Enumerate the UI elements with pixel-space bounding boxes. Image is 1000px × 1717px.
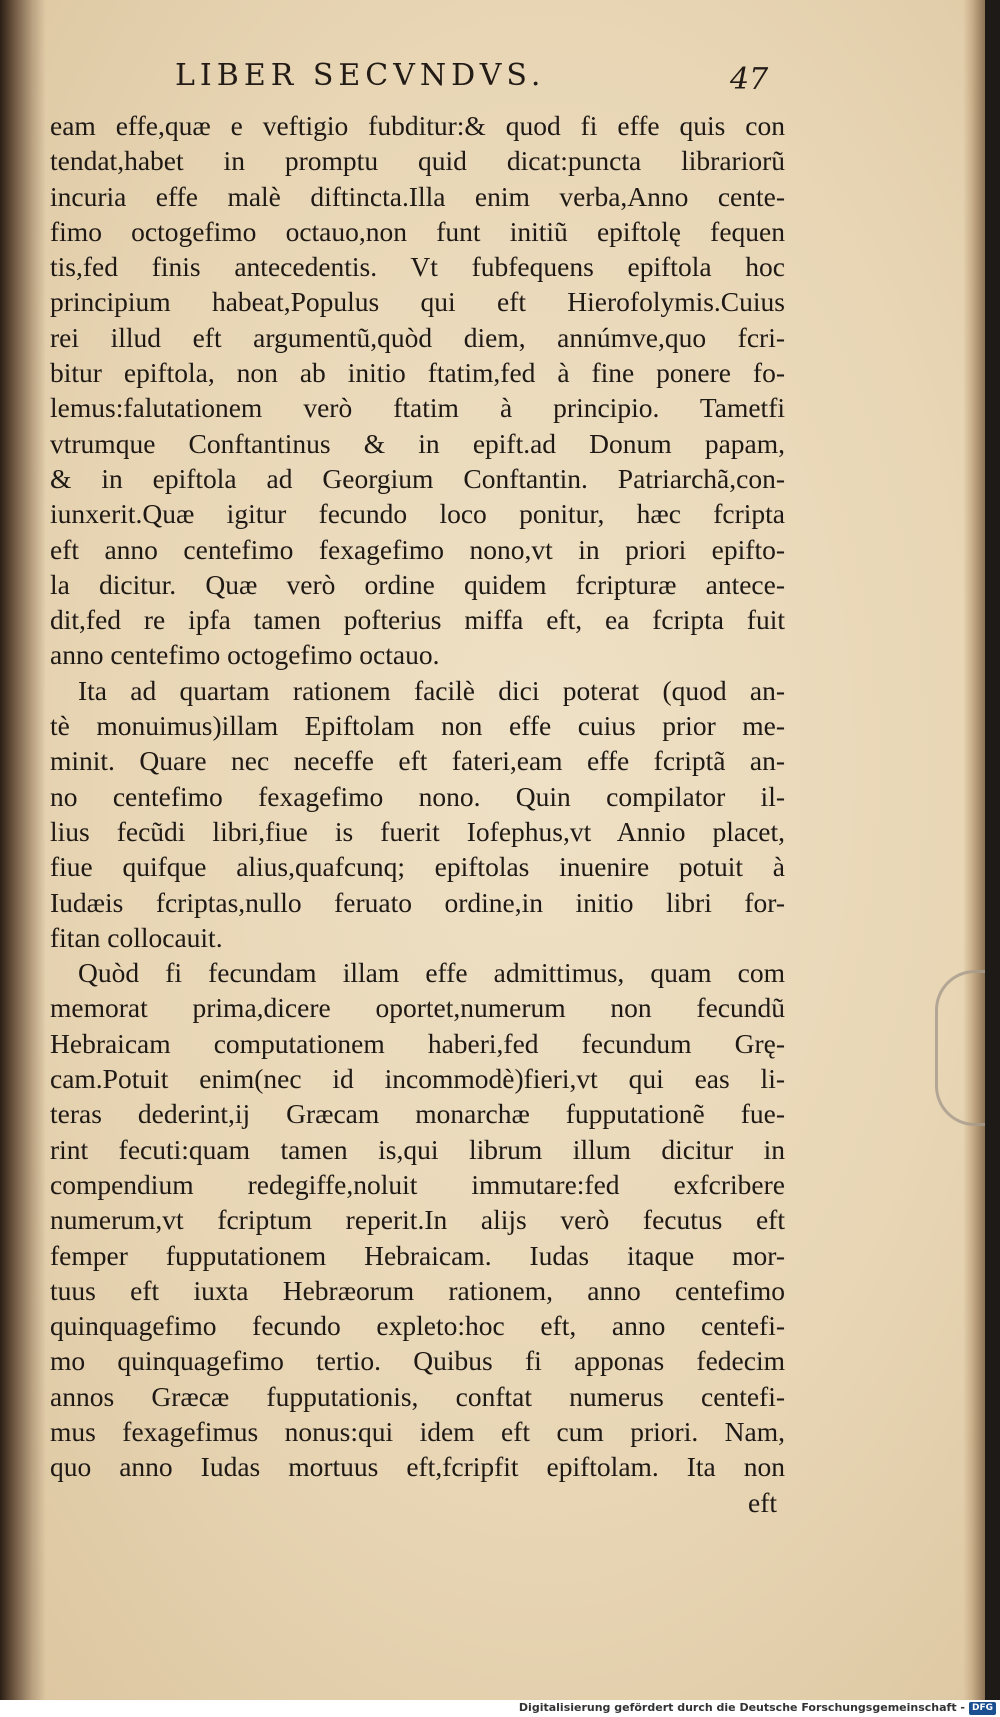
text-line: vtrumque Conftantinus & in epift.ad Donum papam, [50, 427, 785, 459]
text-line: numerum,vt fcriptum reperit.In alijs verò fecutus eft [50, 1204, 785, 1236]
running-title: LIBER SECVNDVS. [175, 58, 546, 93]
dfg-logo: DFG [969, 1702, 996, 1715]
text-line: Iudæis fcriptas,nullo feruato ordine,in initio libri for- [50, 886, 785, 918]
text-line: rei illud eft argumentũ,quòd diem, annúmve,quo fcri- [50, 321, 785, 353]
text-line: incuria effe malè diftincta.Illa enim verba,Anno cente- [50, 180, 785, 212]
text-line: fitan collocauit. [50, 921, 223, 953]
text-line: fimo octogefimo octauo,non funt initiũ epiftolę fequen [50, 215, 785, 247]
page-clip [935, 970, 985, 1126]
text-line: tendat,habet in promptu quid dicat:puncta librariorũ [50, 145, 785, 177]
text-line: mo quinquagefimo tertio. Quibus fi apponas fedecim [50, 1345, 785, 1377]
text-line: Hebraicam computationem haberi,fed fecundum Grę- [50, 1027, 785, 1059]
page-header [0, 52, 985, 102]
body-text [50, 108, 785, 1485]
text-line: & in epiftola ad Georgium Conftantin. Patriarchã,con- [50, 462, 785, 494]
page-edge [963, 0, 985, 1700]
gutter-shadow [0, 0, 46, 1700]
text-line: tè monuimus)illam Epiftolam non effe cuius prior me- [50, 710, 785, 742]
text-line: dit,fed re ipfa tamen pofterius miffa eft, ea fcripta fuit [50, 604, 785, 636]
page-number: 47 [730, 62, 769, 97]
text-line: tis,fed finis antecedentis. Vt fubfequens epiftola hoc [50, 251, 785, 283]
text-line: anno centefimo octogefimo octauo. [50, 639, 440, 671]
text-line: eft anno centefimo fexagefimo nono,vt in priori epifto- [50, 533, 785, 565]
text-line: femper fupputationem Hebraicam. Iudas itaque mor- [50, 1239, 785, 1271]
credit-text: Digitalisierung gefördert durch die Deutsche Forschungsgemeinschaft - [518, 1701, 965, 1714]
text-line: quo anno Iudas mortuus eft,fcripfit epiftolam. Ita non [50, 1451, 785, 1483]
text-line: mus fexagefimus nonus:qui idem eft cum priori. Nam, [50, 1415, 785, 1447]
text-line: compendium redegiffe,noluit immutare:fed exfcribere [50, 1168, 785, 1200]
footer-bar [0, 1700, 1000, 1717]
text-line: cam.Potuit enim(nec id incommodè)fieri,vt qui eas li- [50, 1063, 785, 1095]
text-line: eam effe,quæ e veftigio fubditur:& quod fi effe quis con [50, 110, 785, 141]
catchword: eft [748, 1487, 778, 1518]
text-line: lemus:falutationem verò ftatim à principio. Tametfi [50, 392, 785, 424]
text-line: la dicitur. Quæ verò ordine quidem fcripturæ antece- [50, 568, 785, 600]
text-line: fiue quifque alius,quafcunq; epiftolas inuenire potuit à [50, 851, 785, 883]
text-line: Ita ad quartam rationem facilè dici poterat (quod an- [78, 674, 785, 706]
text-line: no centefimo fexagefimo nono. Quin compilator il- [50, 780, 785, 812]
text-line: lius fecũdi libri,fiue is fuerit Iofephus,vt Annio placet, [50, 815, 785, 847]
text-line: Quòd fi fecundam illam effe admittimus, quam com [78, 957, 785, 989]
text-line: minit. Quare nec neceffe eft fateri,eam effe fcriptã an- [50, 745, 785, 777]
text-line: tuus eft iuxta Hebræorum rationem, anno centefimo [50, 1274, 785, 1306]
text-line: bitur epiftola, non ab initio ftatim,fed à fine ponere fo- [50, 357, 785, 389]
text-line: principium habeat,Populus qui eft Hierofolymis.Cuius [50, 286, 785, 318]
text-line: rint fecuti:quam tamen is,qui librum illum dicitur in [50, 1133, 785, 1165]
text-line: teras dederint,ij Græcam monarchæ fupputationẽ fue- [50, 1098, 785, 1130]
text-line: memorat prima,dicere oportet,numerum non fecundũ [50, 992, 785, 1024]
text-line: quinquagefimo fecundo expleto:hoc eft, anno centefi- [50, 1310, 785, 1342]
text-line: iunxerit.Quæ igitur fecundo loco ponitur, hæc fcripta [50, 498, 785, 530]
text-line: annos Græcæ fupputationis, conftat numerus centefi- [50, 1380, 785, 1412]
digitization-credit [519, 1701, 996, 1715]
